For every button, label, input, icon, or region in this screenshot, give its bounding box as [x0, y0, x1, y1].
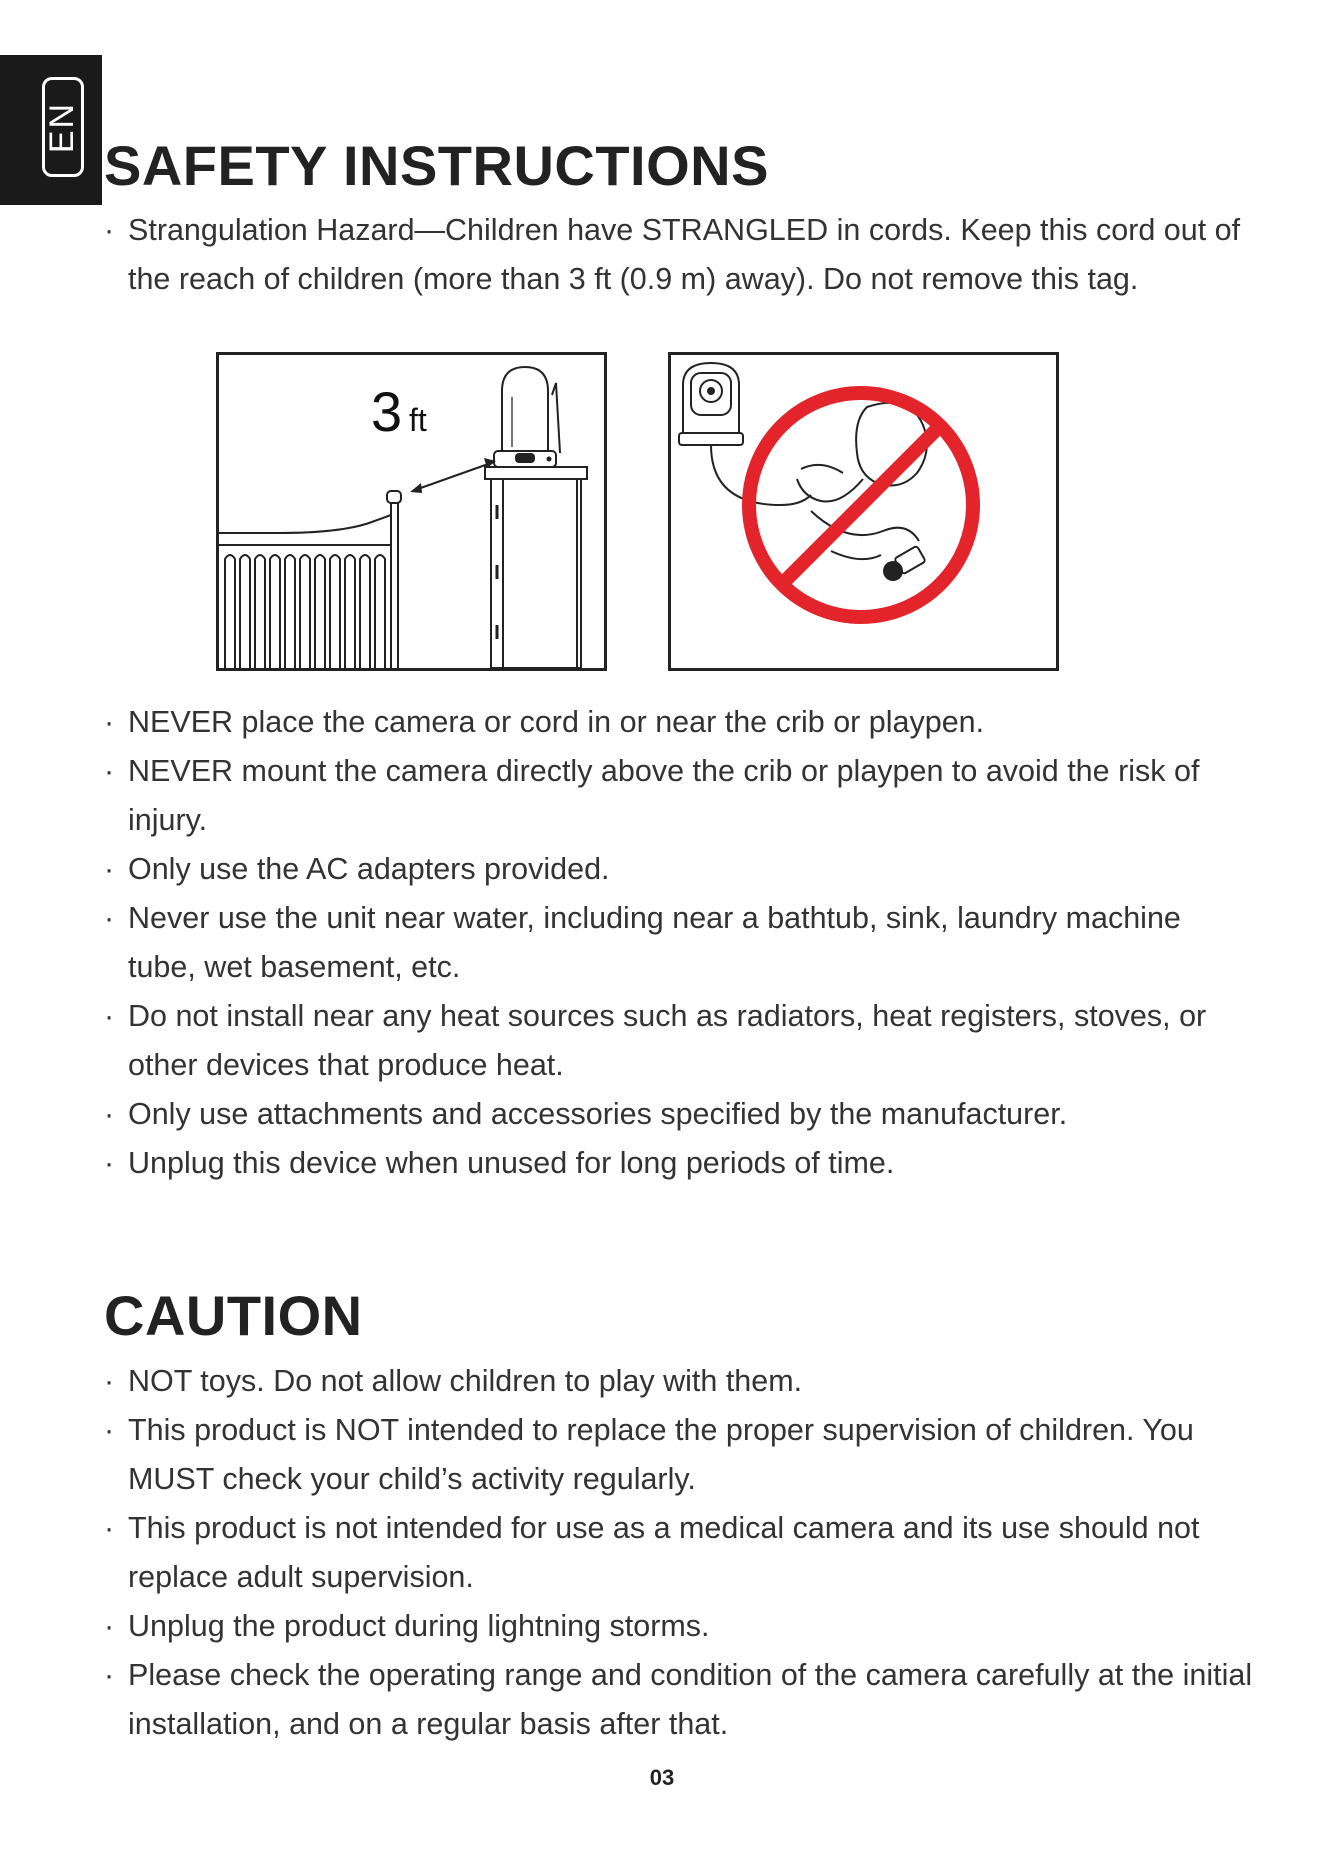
- crib-slat: [270, 555, 280, 668]
- crib-slat: [315, 555, 325, 668]
- crib-slat: [345, 555, 355, 668]
- crib-slat: [285, 555, 295, 668]
- crib-slat: [300, 555, 310, 668]
- list-item: [104, 894, 1254, 992]
- crib-slat: [255, 555, 265, 668]
- bullet-dot: ·: [104, 852, 115, 886]
- list-item-text: Do not install near any heat sources such as radiators, heat registers, stoves, or other devices that produce heat.: [128, 999, 1207, 1082]
- list-item: [104, 1602, 1254, 1651]
- bullet-dot: ·: [104, 754, 115, 788]
- bullet-dot: ·: [104, 1658, 115, 1692]
- list-item-text: Please check the operating range and condition of the camera carefully at the initial installation, and on a regular basis after that.: [128, 1658, 1253, 1741]
- crib-slat: [225, 555, 235, 668]
- list-item-text: Unplug the product during lightning storms.: [128, 1609, 710, 1643]
- list-item-text: Unplug this device when unused for long periods of time.: [128, 1146, 895, 1180]
- caution-title: CAUTION: [104, 1284, 363, 1347]
- list-item: [104, 1651, 1254, 1749]
- bullet-dot: ·: [104, 1511, 115, 1545]
- bullet-dot: ·: [104, 1364, 115, 1398]
- list-item: [104, 1139, 1254, 1188]
- caution-list: [104, 1357, 1254, 1749]
- distance-number: 3: [371, 380, 403, 443]
- list-item: [104, 1504, 1254, 1602]
- list-item: [104, 1357, 1254, 1406]
- hazard-list: [104, 206, 1264, 304]
- list-item-text: Never use the unit near water, including near a bathtub, sink, laundry machine tube, wet basement, etc.: [128, 901, 1181, 984]
- crib-camera-distance-icon: [216, 352, 607, 671]
- list-item: [104, 1406, 1254, 1504]
- bullet-dot: ·: [104, 1146, 115, 1180]
- list-item-text: NEVER mount the camera directly above the crib or playpen to avoid the risk of injury.: [128, 754, 1200, 837]
- bullet-dot: ·: [104, 999, 115, 1033]
- list-item-text: Only use attachments and accessories specified by the manufacturer.: [128, 1097, 1068, 1131]
- crib-slat: [240, 555, 250, 668]
- list-item-text: This product is not intended for use as a medical camera and its use should not replace adult supervision.: [128, 1511, 1200, 1594]
- bullet-dot: ·: [104, 213, 115, 247]
- page-number: 03: [649, 1765, 675, 1790]
- distance-unit: ft: [409, 402, 427, 438]
- list-item-text: Only use the AC adapters provided.: [128, 852, 610, 886]
- language-badge: [42, 77, 84, 177]
- list-item: [104, 1090, 1254, 1139]
- crib-slat: [375, 555, 385, 668]
- no-cord-near-baby-icon: [668, 352, 1059, 671]
- language-label: EN: [43, 101, 82, 153]
- language-tab: [0, 55, 102, 205]
- bullet-dot: ·: [104, 705, 115, 739]
- list-item: [104, 845, 1254, 894]
- crib-slat: [330, 555, 340, 668]
- list-item-text: This product is NOT intended to replace the proper supervision of children. You MUST check your child’s activity regularly.: [128, 1413, 1194, 1496]
- bullet-dot: ·: [104, 1097, 115, 1131]
- hazard-text: Strangulation Hazard—Children have STRANGLED in cords. Keep this cord out of the reach of children (more than 3 ft (0.9 m) away). Do not remove this tag.: [128, 213, 1241, 296]
- list-item: [104, 747, 1254, 845]
- list-item: [104, 992, 1254, 1090]
- hazard-item: [104, 206, 1264, 304]
- list-item-text: NOT toys. Do not allow children to play with them.: [128, 1364, 803, 1398]
- safety-instructions-title: SAFETY INSTRUCTIONS: [104, 134, 769, 197]
- bullet-dot: ·: [104, 1609, 115, 1643]
- bullet-dot: ·: [104, 1413, 115, 1447]
- list-item: [104, 698, 1254, 747]
- safety-instructions-list: [104, 698, 1254, 1188]
- bullet-dot: ·: [104, 901, 115, 935]
- crib-slat: [360, 555, 370, 668]
- list-item-text: NEVER place the camera or cord in or near the crib or playpen.: [128, 705, 985, 739]
